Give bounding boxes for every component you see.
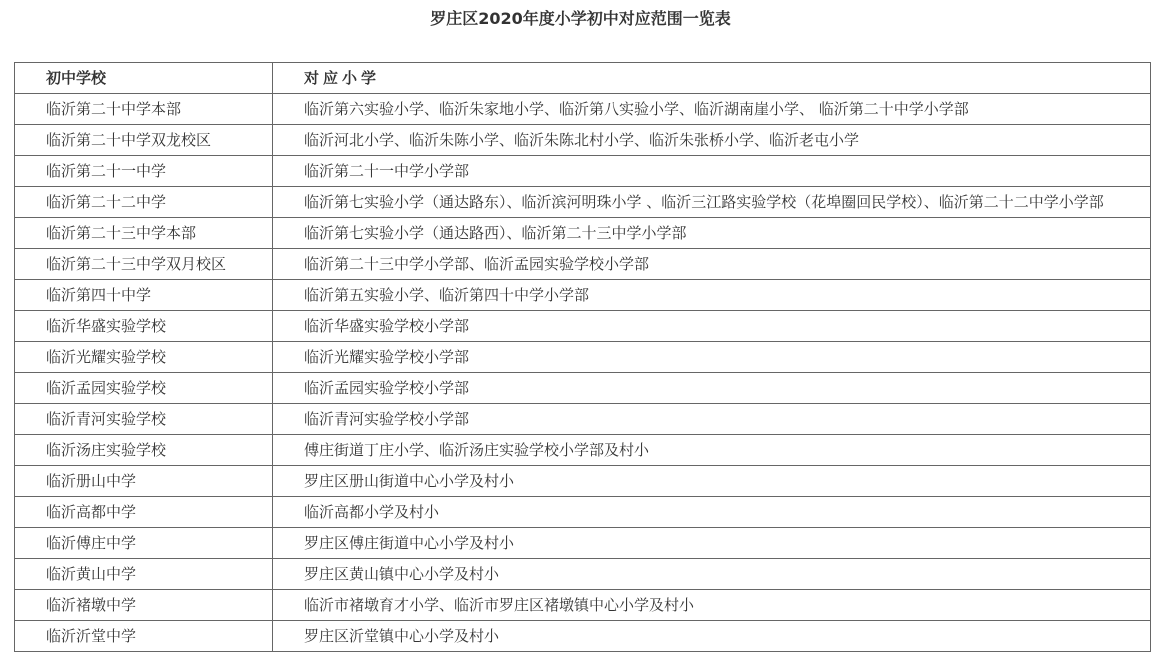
middle-school-cell: 临沂第二十中学本部: [15, 94, 273, 125]
middle-school-cell: 临沂褚墩中学: [15, 590, 273, 621]
primary-schools-cell: 傅庄街道丁庄小学、临沂汤庄实验学校小学部及村小: [273, 435, 1151, 466]
table-row: [15, 559, 1151, 590]
middle-school-cell: 临沂第二十二中学: [15, 187, 273, 218]
table-row: [15, 311, 1151, 342]
middle-school-cell: 临沂青河实验学校: [15, 404, 273, 435]
table-row: [15, 404, 1151, 435]
primary-schools-cell: 临沂孟园实验学校小学部: [273, 373, 1151, 404]
header-primary-school: [273, 63, 1151, 94]
page-title: 罗庄区2020年度小学初中对应范围一览表: [430, 9, 731, 28]
middle-school-cell: 临沂第四十中学: [15, 280, 273, 311]
middle-school-cell: 临沂华盛实验学校: [15, 311, 273, 342]
middle-school-cell: 临沂第二十中学双龙校区: [15, 125, 273, 156]
middle-school-cell: 临沂光耀实验学校: [15, 342, 273, 373]
middle-school-cell: 临沂高都中学: [15, 497, 273, 528]
primary-schools-cell: 临沂第二十一中学小学部: [273, 156, 1151, 187]
table-row: [15, 590, 1151, 621]
table-row: [15, 187, 1151, 218]
primary-schools-cell: 临沂青河实验学校小学部: [273, 404, 1151, 435]
table-row: [15, 280, 1151, 311]
middle-school-cell: 临沂傅庄中学: [15, 528, 273, 559]
table-row: [15, 435, 1151, 466]
middle-school-cell: 临沂第二十一中学: [15, 156, 273, 187]
primary-schools-cell: 罗庄区黄山镇中心小学及村小: [273, 559, 1151, 590]
header-primary-school-label: 对应小学: [304, 69, 381, 87]
primary-schools-cell: 临沂第六实验小学、临沂朱家地小学、临沂第八实验小学、临沂湖南崖小学、 临沂第二十中学小学部: [273, 94, 1151, 125]
table-row: [15, 342, 1151, 373]
middle-school-cell: 临沂孟园实验学校: [15, 373, 273, 404]
table-row: [15, 125, 1151, 156]
primary-schools-cell: 临沂第七实验小学（通达路西）、临沂第二十三中学小学部: [273, 218, 1151, 249]
middle-school-cell: 临沂第二十三中学本部: [15, 218, 273, 249]
primary-schools-cell: 临沂市褚墩育才小学、临沂市罗庄区褚墩镇中心小学及村小: [273, 590, 1151, 621]
header-middle-school: 初中学校: [15, 63, 273, 94]
middle-school-cell: 临沂沂堂中学: [15, 621, 273, 652]
table-row: [15, 249, 1151, 280]
table-row: [15, 94, 1151, 125]
table-row: [15, 156, 1151, 187]
primary-schools-cell: 罗庄区傅庄街道中心小学及村小: [273, 528, 1151, 559]
school-mapping-table: [14, 62, 1151, 652]
table-header-row: [15, 63, 1151, 94]
table-body: [15, 63, 1151, 652]
primary-schools-cell: 罗庄区册山街道中心小学及村小: [273, 466, 1151, 497]
table-row: [15, 218, 1151, 249]
middle-school-cell: 临沂册山中学: [15, 466, 273, 497]
primary-schools-cell: 临沂光耀实验学校小学部: [273, 342, 1151, 373]
primary-schools-cell: 临沂第七实验小学（通达路东）、临沂滨河明珠小学 、临沂三江路实验学校（花埠圈回民学校）、临沂第二十二中学小学部: [273, 187, 1151, 218]
middle-school-cell: 临沂黄山中学: [15, 559, 273, 590]
primary-schools-cell: 临沂华盛实验学校小学部: [273, 311, 1151, 342]
primary-schools-cell: 临沂高都小学及村小: [273, 497, 1151, 528]
primary-schools-cell: 临沂河北小学、临沂朱陈小学、临沂朱陈北村小学、临沂朱张桥小学、临沂老屯小学: [273, 125, 1151, 156]
middle-school-cell: 临沂汤庄实验学校: [15, 435, 273, 466]
table-row: [15, 373, 1151, 404]
primary-schools-cell: 临沂第五实验小学、临沂第四十中学小学部: [273, 280, 1151, 311]
table-row: [15, 621, 1151, 652]
middle-school-cell: 临沂第二十三中学双月校区: [15, 249, 273, 280]
primary-schools-cell: 临沂第二十三中学小学部、临沂孟园实验学校小学部: [273, 249, 1151, 280]
primary-schools-cell: 罗庄区沂堂镇中心小学及村小: [273, 621, 1151, 652]
table-row: [15, 528, 1151, 559]
table-row: [15, 497, 1151, 528]
table-row: [15, 466, 1151, 497]
